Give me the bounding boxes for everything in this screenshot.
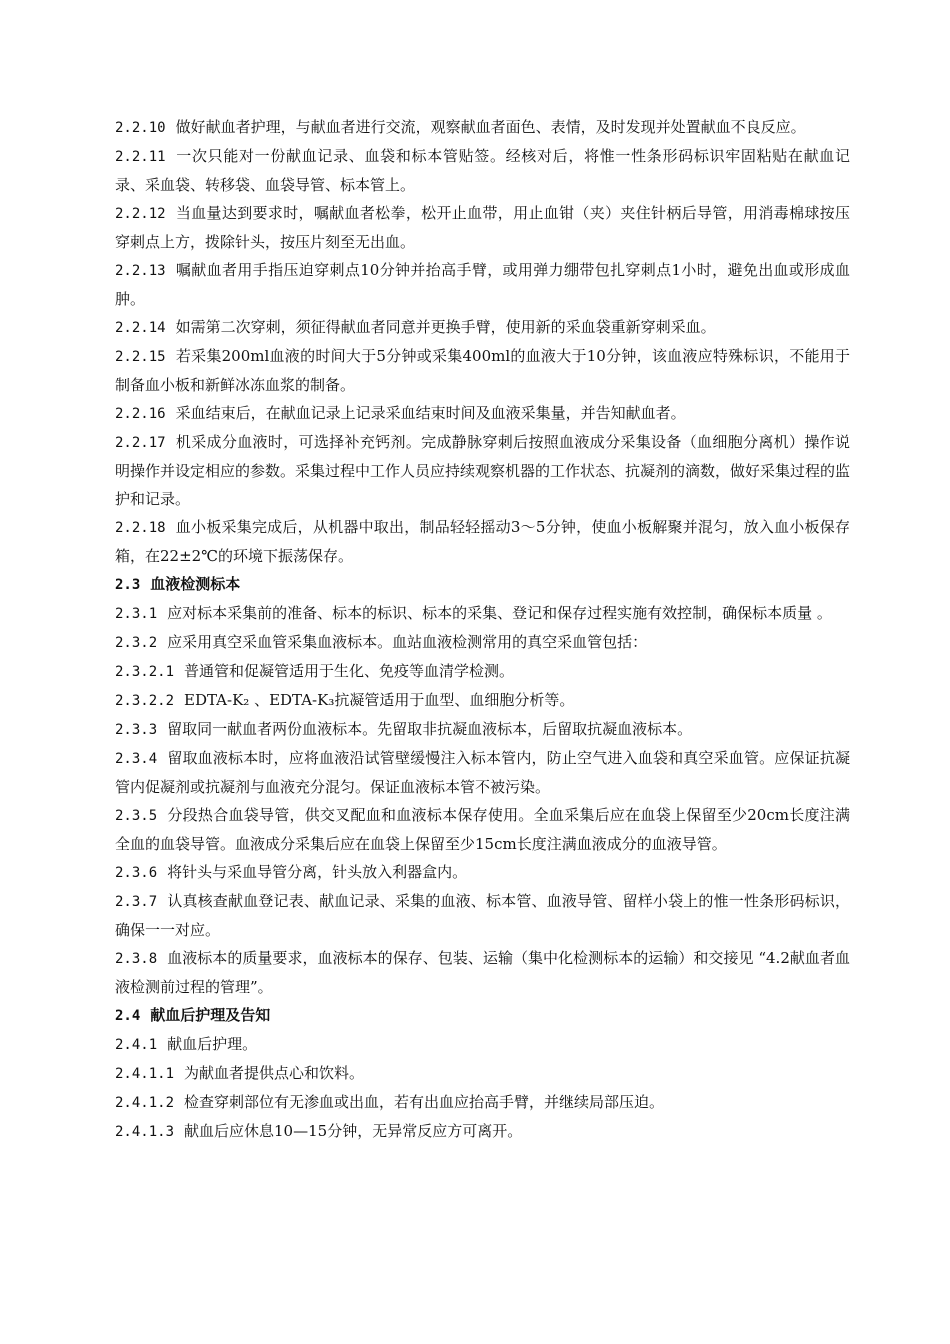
paragraph-2-2-11 xyxy=(115,142,850,199)
paragraph-2-4-1-1 xyxy=(115,1059,850,1088)
section-number: 2.4.1.1 xyxy=(115,1066,175,1082)
paragraph-2-2-14 xyxy=(115,313,850,342)
paragraph-text: 留取同一献血者两份血液标本。先留取非抗凝血液标本，后留取抗凝血液标本。 xyxy=(167,720,693,738)
paragraph-text: 当血量达到要求时，嘱献血者松拳，松开止血带，用止血钳（夹）夹住针柄后导管，用消毒棉球按压穿刺点上方，拨除针头，按压片刻至无出血。 xyxy=(115,204,850,251)
paragraph-2-3-3 xyxy=(115,715,850,744)
section-heading-text: 血液检测标本 xyxy=(150,575,241,593)
paragraph-2-2-12 xyxy=(115,199,850,256)
paragraph-2-4-1-3 xyxy=(115,1117,850,1146)
paragraph-2-4-1 xyxy=(115,1030,850,1059)
paragraph-2-3-8 xyxy=(115,944,850,1001)
section-number: 2.2.17 xyxy=(115,435,166,451)
paragraph-2-3-2-2 xyxy=(115,686,850,715)
paragraph-2-3-7 xyxy=(115,887,850,944)
section-heading-2-4 xyxy=(115,1001,850,1030)
section-number: 2.3.5 xyxy=(115,808,158,824)
paragraph-text: 献血后应休息10—15分钟，无异常反应方可离开。 xyxy=(184,1122,523,1140)
section-number: 2.2.11 xyxy=(115,149,166,165)
section-number: 2.3.8 xyxy=(115,951,158,967)
paragraph-text: 认真核查献血登记表、献血记录、采集的血液、标本管、血液导管、留样小袋上的惟一性条形码标识，确保一一对应。 xyxy=(115,892,850,939)
paragraph-text: 做好献血者护理，与献血者进行交流，观察献血者面色、表情，及时发现并处置献血不良反应。 xyxy=(175,118,806,136)
section-number: 2.2.12 xyxy=(115,206,166,222)
document-body xyxy=(115,113,850,1146)
paragraph-text: 若采集200ml血液的时间大于5分钟或采集400ml的血液大于10分钟，该血液应特殊标识，不能用于制备血小板和新鲜冰冻血浆的制备。 xyxy=(115,347,850,394)
paragraph-2-2-17 xyxy=(115,428,850,513)
section-number: 2.3.4 xyxy=(115,751,158,767)
section-number: 2.2.13 xyxy=(115,263,166,279)
paragraph-2-2-16 xyxy=(115,399,850,428)
paragraph-text: 血小板采集完成后，从机器中取出，制品轻轻摇动3～5分钟，使血小板解聚并混匀，放入血小板保存箱，在22±2℃的环境下振荡保存。 xyxy=(115,518,850,565)
paragraph-text: 嘱献血者用手指压迫穿刺点10分钟并抬高手臂，或用弹力绷带包扎穿刺点1小时，避免出血或形成血肿。 xyxy=(115,261,850,308)
section-heading-2-3 xyxy=(115,570,850,599)
section-number: 2.3.1 xyxy=(115,606,158,622)
paragraph-text: 分段热合血袋导管，供交叉配血和血液标本保存使用。全血采集后应在血袋上保留至少20cm长度注满全血的血袋导管。血液成分采集后应在血袋上保留至少15cm长度注满血液成分的血液导管。 xyxy=(115,806,850,853)
paragraph-2-3-5 xyxy=(115,801,850,858)
paragraph-text: 将针头与采血导管分离，针头放入利器盒内。 xyxy=(167,863,468,881)
paragraph-text: 如需第二次穿刺，须征得献血者同意并更换手臂，使用新的采血袋重新穿刺采血。 xyxy=(175,318,716,336)
section-number: 2.2.15 xyxy=(115,349,166,365)
paragraph-text: 一次只能对一份献血记录、血袋和标本管贴签。经核对后，将惟一性条形码标识牢固粘贴在献血记录、采血袋、转移袋、血袋导管、标本管上。 xyxy=(115,147,850,194)
paragraph-2-4-1-2 xyxy=(115,1088,850,1117)
paragraph-2-3-6 xyxy=(115,858,850,887)
paragraph-text: 普通管和促凝管适用于生化、免疫等血清学检测。 xyxy=(184,662,515,680)
section-number: 2.3.3 xyxy=(115,722,158,738)
paragraph-text: 为献血者提供点心和饮料。 xyxy=(184,1064,365,1082)
section-number: 2.4.1.3 xyxy=(115,1124,175,1140)
section-number: 2.3.7 xyxy=(115,894,158,910)
section-number: 2.3.6 xyxy=(115,865,158,881)
section-number: 2.3.2.1 xyxy=(115,664,175,680)
section-number: 2.4.1 xyxy=(115,1037,158,1053)
paragraph-2-2-15 xyxy=(115,342,850,399)
paragraph-2-3-2 xyxy=(115,628,850,657)
section-heading-text: 献血后护理及告知 xyxy=(150,1006,271,1024)
section-number: 2.2.18 xyxy=(115,520,166,536)
paragraph-2-3-1 xyxy=(115,599,850,628)
paragraph-text: 留取血液标本时，应将血液沿试管壁缓慢注入标本管内，防止空气进入血袋和真空采血管。应保证抗凝管内促凝剂或抗凝剂与血液充分混匀。保证血液标本管不被污染。 xyxy=(115,749,850,796)
paragraph-2-3-4 xyxy=(115,744,850,801)
paragraph-text: EDTA-K₂ 、EDTA-K₃抗凝管适用于血型、血细胞分析等。 xyxy=(184,691,575,709)
section-number: 2.2.16 xyxy=(115,406,166,422)
section-number: 2.2.14 xyxy=(115,320,166,336)
section-number: 2.4.1.2 xyxy=(115,1095,175,1111)
paragraph-2-2-13 xyxy=(115,256,850,313)
section-number: 2.2.10 xyxy=(115,120,166,136)
section-number: 2.4 xyxy=(115,1008,141,1024)
paragraph-text: 检查穿刺部位有无渗血或出血，若有出血应抬高手臂，并继续局部压迫。 xyxy=(184,1093,665,1111)
paragraph-text: 献血后护理。 xyxy=(167,1035,258,1053)
section-number: 2.3.2 xyxy=(115,635,158,651)
paragraph-2-2-10 xyxy=(115,113,850,142)
section-number: 2.3 xyxy=(115,577,141,593)
paragraph-text: 血液标本的质量要求，血液标本的保存、包装、运输（集中化检测标本的运输）和交接见 “4.2献血者血液检测前过程的管理”。 xyxy=(115,949,850,996)
paragraph-text: 应对标本采集前的准备、标本的标识、标本的采集、登记和保存过程实施有效控制，确保标本质量 。 xyxy=(167,604,832,622)
paragraph-text: 采血结束后，在献血记录上记录采血结束时间及血液采集量，并告知献血者。 xyxy=(175,404,686,422)
paragraph-2-2-18 xyxy=(115,513,850,570)
paragraph-2-3-2-1 xyxy=(115,657,850,686)
paragraph-text: 应采用真空采血管采集血液标本。血站血液检测常用的真空采血管包括： xyxy=(167,633,648,651)
paragraph-text: 机采成分血液时，可选择补充钙剂。完成静脉穿刺后按照血液成分采集设备（血细胞分离机）操作说明操作并设定相应的参数。采集过程中工作人员应持续观察机器的工作状态、抗凝剂的滴数，做好采集过程的监护和记录。 xyxy=(115,433,851,508)
section-number: 2.3.2.2 xyxy=(115,693,175,709)
